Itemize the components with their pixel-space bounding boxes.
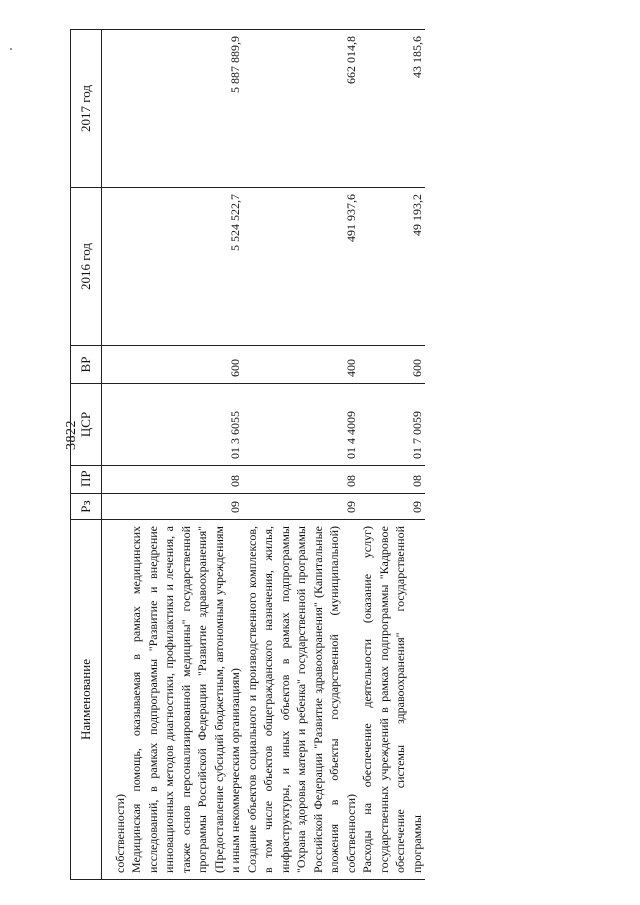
page-number: 3822 [64, 420, 79, 450]
row-rz: 09 [244, 494, 360, 520]
row-name: Медицинская помощь, оказываемая в рамках медицинских исследований, в рамках подпрограммы "Развитие и внедрение инновационных методов диагностики, профилактики и лечения, а также основ персонализированной медицины" государственной программы Российской Федерации "Развитие здравоохранения" (Предоставление субсидий бюджетным, автономным учреждениям и иным некоммерческим организациям) [128, 520, 244, 880]
header-rz: Рз [71, 494, 102, 520]
table-row-continuation [102, 30, 129, 880]
budget-table [70, 29, 425, 880]
row-pr: 08 [359, 466, 425, 494]
row-pr: 08 [244, 466, 360, 494]
row-pr: 08 [128, 466, 244, 494]
header-2016: 2016 год [71, 188, 102, 346]
row-vr: 600 [128, 346, 244, 384]
row-2017: 662 014,8 [244, 30, 360, 188]
header-csr: ЦСР [71, 384, 102, 466]
header-vr: ВР [71, 346, 102, 384]
row-vr: 600 [359, 346, 425, 384]
header-name: Наименование [71, 520, 102, 880]
row-2016: 5 524 522,7 [128, 188, 244, 346]
row-2016: 49 193,2 [359, 188, 425, 346]
row-csr: 01 4 4009 [244, 384, 360, 466]
row-name: Создание объектов социального и производственного комплексов, в том числе объектов общегражданского назначения, жилья, инфраструктуры, и иных объектов в рамках подпрограммы "Охрана здоровья матери и ребенка" государственной программы Российской Федерации "Развитие здравоохранения" (Капитальные вложения в объекты государственной (муниципальной) собственности) [244, 520, 360, 880]
rotated-table-sheet [70, 30, 600, 880]
row-2017: 43 185,6 [359, 30, 425, 188]
scan-artifact-dot [10, 48, 12, 50]
row-rz: 09 [128, 494, 244, 520]
row-name: Расходы на обеспечение деятельности (оказание услуг) государственных учреждений в рамках подпрограммы "Кадровое обеспечение системы здравоохранения" государственной программы [359, 520, 425, 880]
table-row [244, 30, 360, 880]
row-csr: 01 3 6055 [128, 384, 244, 466]
header-pr: ПР [71, 466, 102, 494]
row-2016: 491 937,6 [244, 188, 360, 346]
row-csr: 01 7 0059 [359, 384, 425, 466]
row-vr: 400 [244, 346, 360, 384]
header-2017: 2017 год [71, 30, 102, 188]
row-2017: 5 887 889,9 [128, 30, 244, 188]
row-rz: 09 [359, 494, 425, 520]
continuation-text: собственности) [102, 520, 129, 880]
table-row [359, 30, 425, 880]
table-row [128, 30, 244, 880]
table-header-row [71, 30, 102, 880]
